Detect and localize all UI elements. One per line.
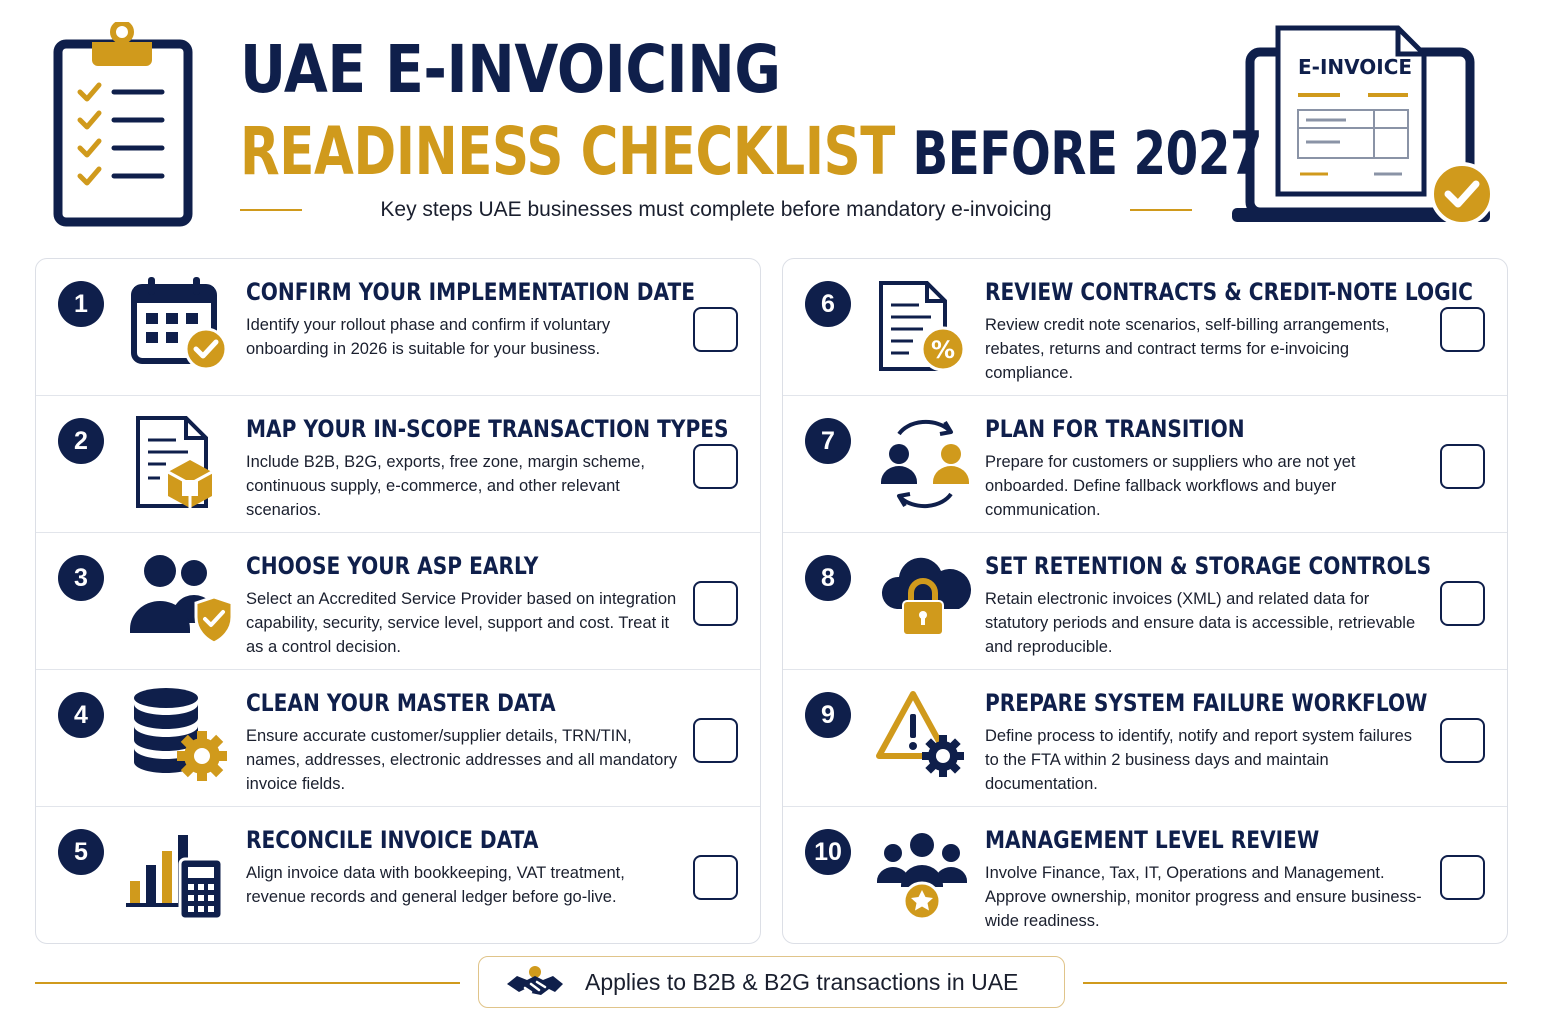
step-description: Review credit note scenarios, self-billing arrangements, rebates, returns and contract terms for e-invoicing compliance. <box>985 316 1390 382</box>
checklist-item <box>783 396 1507 533</box>
step-description: Identify your rollout phase and confirm if voluntary onboarding in 2026 is suitable for your business. <box>246 316 611 358</box>
page-subtitle: Key steps UAE businesses must complete before mandatory e-invoicing <box>380 198 1052 221</box>
step-number: 10 <box>805 829 851 875</box>
step-checkbox[interactable] <box>693 855 738 900</box>
subtitle-row <box>240 192 1192 228</box>
checklist-item <box>36 259 760 396</box>
step-description: Define process to identify, notify and report system failures to the FTA within 2 business days and maintain documentation. <box>985 727 1413 793</box>
step-title: REVIEW CONTRACTS & CREDIT-NOTE LOGIC <box>985 278 1473 306</box>
step-title: PLAN FOR TRANSITION <box>985 415 1245 443</box>
subtitle-rule-right <box>1130 209 1192 211</box>
step-title: RECONCILE INVOICE DATA <box>246 826 539 854</box>
checklist-item <box>36 396 760 533</box>
cloud-lock-icon <box>873 547 983 652</box>
step-checkbox[interactable] <box>1440 855 1485 900</box>
footer-text: Applies to B2B & B2G transactions in UAE <box>585 968 1019 995</box>
step-checkbox[interactable] <box>1440 581 1485 626</box>
step-title: CLEAN YOUR MASTER DATA <box>246 689 556 717</box>
step-description: Involve Finance, Tax, IT, Operations and Management. Approve ownership, monitor progress and ensure business-wide readiness. <box>985 864 1422 930</box>
page-title-line-2 <box>240 112 1262 194</box>
chart-calculator-icon <box>126 821 236 926</box>
step-description: Align invoice data with bookkeeping, VAT treatment, revenue records and general ledger before go-live. <box>246 864 625 906</box>
footer-banner <box>478 956 1065 1008</box>
step-number: 1 <box>58 281 104 327</box>
footer-rule-left <box>35 982 460 984</box>
step-checkbox[interactable] <box>1440 307 1485 352</box>
warning-gear-icon <box>873 684 983 789</box>
step-title: MANAGEMENT LEVEL REVIEW <box>985 826 1320 854</box>
title-deadline: BEFORE 2027 <box>912 119 1263 189</box>
checklist-item <box>783 259 1507 396</box>
checklist-item <box>36 807 760 944</box>
page-title-line-1: UAE E-INVOICING <box>240 31 781 108</box>
step-title: SET RETENTION & STORAGE CONTROLS <box>985 552 1432 580</box>
step-number: 6 <box>805 281 851 327</box>
team-star-icon <box>873 821 983 926</box>
step-description: Ensure accurate customer/supplier details, TRN/TIN, names, addresses, electronic addresses and all mandatory invoice fields. <box>246 727 678 793</box>
checklist-item <box>783 670 1507 807</box>
svg-text:%: % <box>930 336 956 364</box>
subtitle-rule-left <box>240 209 302 211</box>
laptop-document-label: E-INVOICE <box>1298 55 1413 79</box>
step-description: Prepare for customers or suppliers who are not yet onboarded. Define fallback workflows and buyer communication. <box>985 453 1356 519</box>
checklist-panel-left <box>35 258 761 944</box>
handshake-icon <box>505 962 565 1002</box>
step-number: 8 <box>805 555 851 601</box>
laptop-invoice-icon <box>1228 22 1498 232</box>
step-description: Retain electronic invoices (XML) and related data for statutory periods and ensure data is accessible, retrievable and reproducible. <box>985 590 1416 656</box>
step-number: 4 <box>58 692 104 738</box>
checklist-panel-right <box>782 258 1508 944</box>
step-checkbox[interactable] <box>693 444 738 489</box>
document-percent-icon <box>873 273 983 378</box>
title-highlight: READINESS CHECKLIST <box>240 113 895 190</box>
step-checkbox[interactable] <box>693 307 738 352</box>
step-number: 5 <box>58 829 104 875</box>
step-number: 3 <box>58 555 104 601</box>
step-checkbox[interactable] <box>1440 444 1485 489</box>
step-number: 2 <box>58 418 104 464</box>
step-checkbox[interactable] <box>693 581 738 626</box>
step-title: PREPARE SYSTEM FAILURE WORKFLOW <box>985 689 1428 717</box>
database-gear-icon <box>126 684 236 789</box>
clipboard-checklist-icon <box>50 22 200 227</box>
step-number: 9 <box>805 692 851 738</box>
step-title: CHOOSE YOUR ASP EARLY <box>246 552 539 580</box>
step-checkbox[interactable] <box>1440 718 1485 763</box>
step-description: Select an Accredited Service Provider based on integration capability, security, service level, support and cost. Treat it as a control decision. <box>246 590 677 656</box>
step-description: Include B2B, B2G, exports, free zone, margin scheme, continuous supply, e-commerce, and other relevant scenarios. <box>246 453 645 519</box>
users-shield-icon <box>126 547 236 652</box>
step-number: 7 <box>805 418 851 464</box>
checklist-item <box>783 807 1507 944</box>
footer-rule-right <box>1083 982 1507 984</box>
step-checkbox[interactable] <box>693 718 738 763</box>
people-transition-icon <box>873 410 983 515</box>
calendar-check-icon <box>126 273 236 378</box>
step-title: MAP YOUR IN-SCOPE TRANSACTION TYPES <box>246 415 729 443</box>
document-box-icon <box>126 410 236 515</box>
checklist-item <box>36 670 760 807</box>
checklist-item <box>783 533 1507 670</box>
step-title: CONFIRM YOUR IMPLEMENTATION DATE <box>246 278 696 306</box>
checklist-item <box>36 533 760 670</box>
